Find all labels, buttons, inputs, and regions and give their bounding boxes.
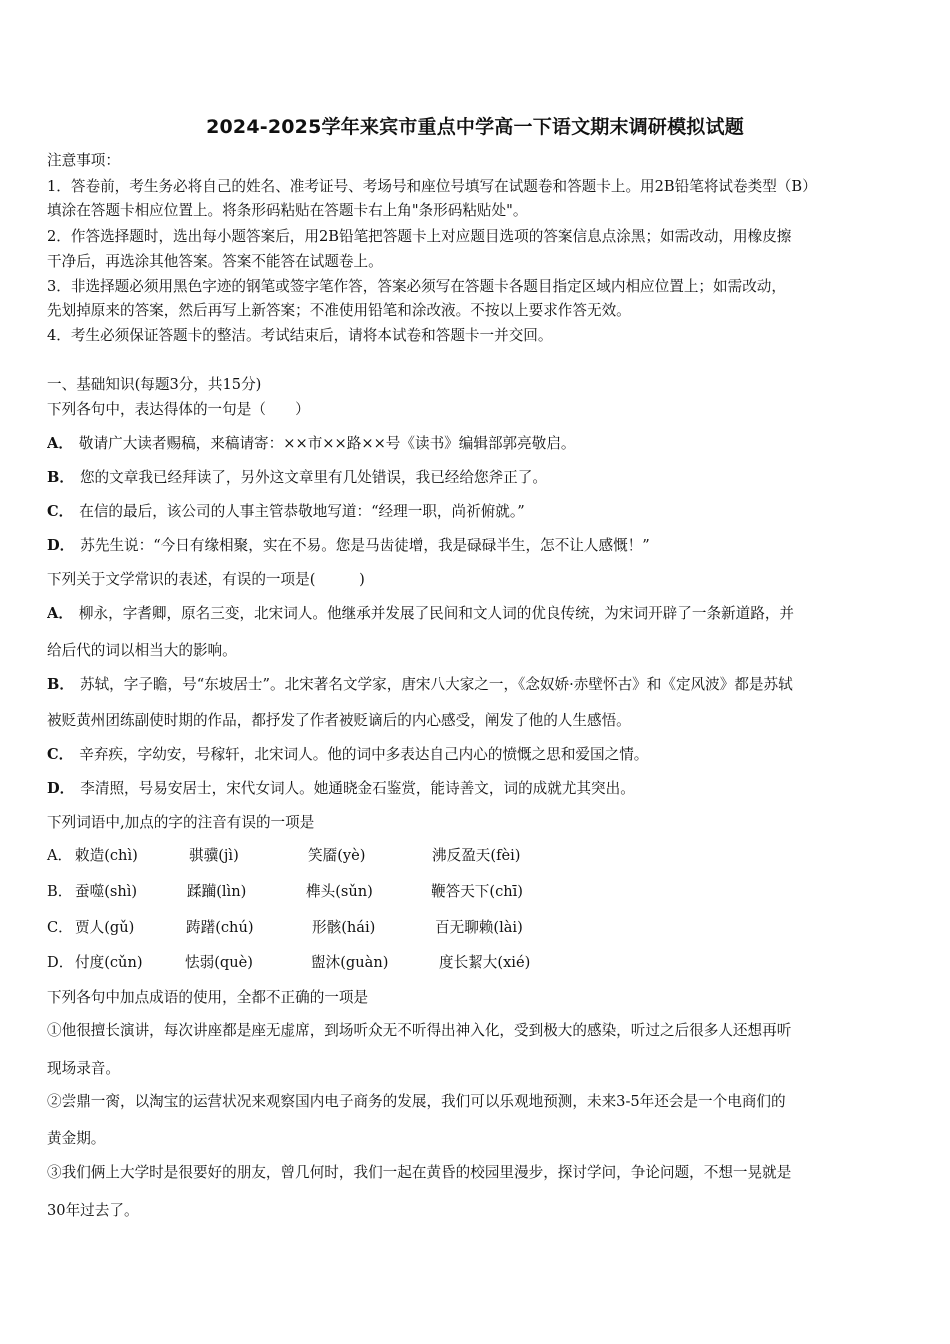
option-label: B． — [47, 469, 74, 486]
statement-continuation: 黄金期。 — [47, 1130, 106, 1147]
option-b — [47, 468, 909, 488]
option-text: 苏轼，字子瞻，号“东坡居士”。北宋著名文学家，唐宋八大家之一，《念奴娇·赤壁怀古》和《定风波》都是苏轼 — [79, 676, 793, 693]
word-cell: 百无聊赖(lài) — [435, 919, 523, 936]
notice-line: 3．非选择题必须用黑色字迹的钢笔或签字笔作答，答案必须写在答题卡各题目指定区域内相应位置上；如需改动， — [47, 278, 786, 295]
notice-line: 4．考生必须保证答题卡的整洁。考试结束后，请将本试卷和答题卡一并交回。 — [47, 327, 553, 344]
question-stem: 下列词语中,加点的字的注音有误的一项是 — [47, 814, 315, 831]
option-label: A． — [47, 435, 73, 452]
option-b — [47, 675, 909, 695]
word-cell: 敕造(chì) — [75, 847, 138, 864]
section-heading: 一、基础知识(每题3分，共15分) — [47, 376, 262, 393]
notice-line: 先划掉原来的答案，然后再写上新答案；不准使用铅笔和涂改液。不按以上要求作答无效。 — [47, 302, 631, 319]
word-cell: 踌躇(chú) — [186, 919, 254, 936]
word-cell: 骐骥(jì) — [189, 847, 239, 864]
option-d — [47, 779, 909, 799]
word-cell: 鞭答天下(chī) — [431, 883, 524, 900]
notice-line: 2．作答选择题时，选出每小题答案后，用2B铅笔把答题卡上对应题目选项的答案信息点涂黑；如需改动，用橡皮擦 — [47, 228, 792, 245]
option-label: C． — [47, 746, 74, 763]
statement-continuation: 现场录音。 — [47, 1060, 120, 1077]
statement-continuation: 30年过去了。 — [47, 1202, 139, 1219]
option-label: D． — [47, 780, 75, 797]
option-continuation: 给后代的词以相当大的影响。 — [47, 642, 237, 659]
word-cell: 形骸(hái) — [312, 919, 376, 936]
word-cell: 榫头(sǔn) — [306, 883, 373, 900]
notice-line: 1．答卷前，考生务必将自己的姓名、准考证号、考场号和座位号填写在试题卷和答题卡上。用2B铅笔将试卷类型（B） — [47, 178, 817, 195]
notice-heading: 注意事项： — [47, 152, 120, 169]
question-stem: 下列各句中加点成语的使用，全都不正确的一项是 — [47, 989, 369, 1006]
notice-line: 填涂在答题卡相应位置上。将条形码粘贴在答题卡右上角"条形码粘贴处"。 — [47, 202, 528, 219]
option-label: A． — [47, 847, 73, 864]
option-text: 李清照，号易安居士，宋代女词人。她通晓金石鉴赏，能诗善文，词的成就尤其突出。 — [80, 780, 635, 797]
word-cell: 笑靥(yè) — [308, 847, 366, 864]
option-label: D． — [47, 954, 74, 971]
option-c — [47, 745, 909, 765]
option-continuation: 被贬黄州团练副使时期的作品，都抒发了作者被贬谪后的内心感受，阐发了他的人生感悟。 — [47, 712, 631, 729]
page-title: 2024-2025学年来宾市重点中学高一下语文期末调研模拟试题 — [206, 116, 744, 138]
statement-1: ①他很擅长演讲，每次讲座都是座无虚席，到场听众无不听得出神入化，受到极大的感染，听过之后很多人还想再听 — [47, 1022, 792, 1039]
option-a — [47, 434, 909, 454]
option-text: 敬请广大读者赐稿，来稿请寄：××市××路××号《读书》编辑部郭亮敬启。 — [78, 435, 576, 452]
word-cell: 蹂躏(lìn) — [187, 883, 247, 900]
option-a — [47, 604, 909, 624]
option-text: 您的文章我已经拜读了，另外这文章里有几处错误，我已经给您斧正了。 — [79, 469, 547, 486]
option-d — [47, 536, 909, 556]
word-cell: 贾人(gǔ) — [75, 919, 135, 936]
word-cell: 盥沐(guàn) — [311, 954, 389, 971]
option-text: 苏先生说：“今日有缘相聚，实在不易。您是马齿徒增，我是碌碌半生，怎不让人感慨！” — [80, 537, 650, 554]
option-text: 柳永，字耆卿，原名三变，北宋词人。他继承并发展了民间和文人词的优良传统，为宋词开辟了一条新道路，并 — [78, 605, 795, 622]
option-label: C． — [47, 919, 73, 936]
word-cell: 度长絜大(xié) — [439, 954, 531, 971]
word-cell: 蚕噬(shì) — [75, 883, 138, 900]
statement-2: ②尝鼎一脔，以淘宝的运营状况来观察国内电子商务的发展，我们可以乐观地预测，未来3-5年还会是一个电商们的 — [47, 1093, 786, 1110]
question-stem: 下列各句中，表达得体的一句是（ ） — [47, 401, 310, 418]
option-label: C． — [47, 503, 74, 520]
option-label: B． — [47, 883, 73, 900]
option-label: B． — [47, 676, 74, 693]
notice-line: 干净后，再选涂其他答案。答案不能答在试题卷上。 — [47, 253, 383, 270]
option-c — [47, 502, 909, 522]
question-stem: 下列关于文学常识的表述，有误的一项是( ) — [47, 571, 365, 588]
word-cell: 沸反盈天(fèi) — [432, 847, 521, 864]
word-cell: 付度(cǔn) — [75, 954, 143, 971]
option-label: D． — [47, 537, 75, 554]
word-cell: 怯弱(què) — [185, 954, 253, 971]
option-label: A． — [47, 605, 73, 622]
option-text: 在信的最后，该公司的人事主管恭敬地写道：“经理一职，尚祈俯就。” — [79, 503, 525, 520]
option-text: 辛弃疾，字幼安，号稼轩，北宋词人。他的词中多表达自己内心的愤慨之思和爱国之情。 — [79, 746, 649, 763]
statement-3: ③我们俩上大学时是很要好的朋友，曾几何时，我们一起在黄昏的校园里漫步，探讨学问，争论问题，不想一晃就是 — [47, 1164, 792, 1181]
